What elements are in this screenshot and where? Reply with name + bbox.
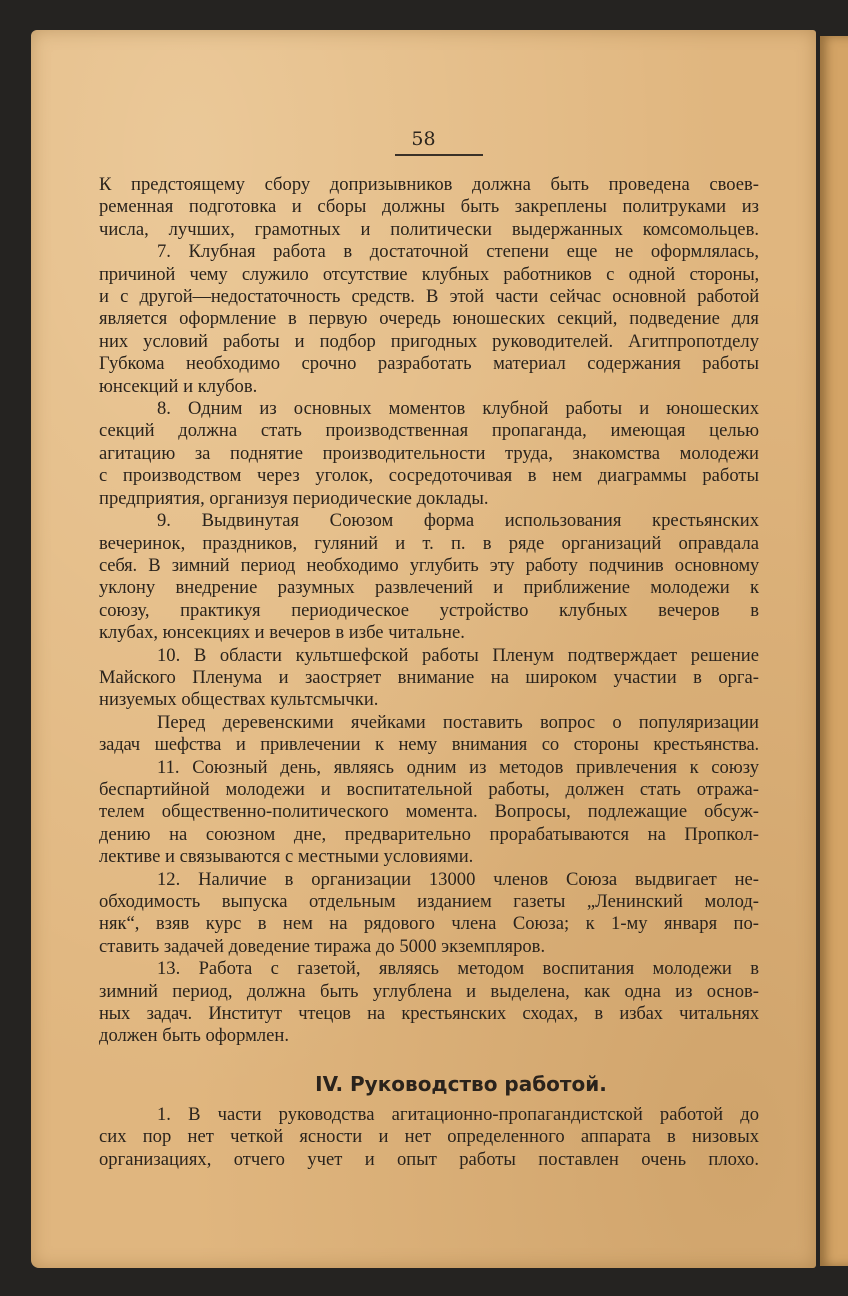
paragraph-10-start: 10. В области культшефской работы Пленум подтверждает решение xyxy=(157,644,759,666)
text-line: союзу, практикуя периодическое устройство клубных вечеров в xyxy=(99,599,759,621)
body-text xyxy=(99,174,759,1171)
page-number-rule xyxy=(395,154,483,156)
text-line: К предстоящему сбору допризывников должна быть проведена своев- xyxy=(99,174,759,195)
text-line: задач шефства и привлечении к нему внимания со стороны крестьянства. xyxy=(99,734,759,756)
text-line: вечеринок, праздников, гуляний и т. п. в ряде организаций оправдала xyxy=(99,532,759,554)
text-line: дению на союзном дне, предварительно прорабатываются на Пропкол- xyxy=(99,823,759,845)
paragraph-8-start: 8. Одним из основных моментов клубной работы и юношеских xyxy=(157,398,759,420)
text-line: сих пор нет четкой ясности и нет определенного аппарата в низовых xyxy=(99,1126,759,1148)
text-line: низуемых обществах культсмычки. xyxy=(99,689,379,711)
paragraph-13-start: 13. Работа с газетой, являясь методом воспитания молодежи в xyxy=(157,958,759,980)
text-line: должен быть оформлен. xyxy=(99,1025,290,1047)
paragraph-11-start: 11. Союзный день, являясь одним из методов привлечения к союзу xyxy=(157,756,759,778)
text-line: обходимость выпуска отдельным изданием газеты „Ленинский молод- xyxy=(99,891,759,912)
section-paragraph-1-start: 1. В части руководства агитационно-пропагандистской работой до xyxy=(157,1103,759,1125)
text-line: Губкома необходимо срочно разработать материал содержания работы xyxy=(99,353,759,375)
book-page xyxy=(31,30,816,1268)
text-line: с производством через уголок, сосредоточивая в нем диаграммы работы xyxy=(99,465,759,487)
text-line: причиной чему служило отсутствие клубных работников с одной стороны, xyxy=(99,263,759,285)
paragraph-7-start: 7. Клубная работа в достаточной степени еще не оформлялась, xyxy=(157,241,759,263)
text-line: уклону внедрение разумных развлечений и приближение молодежи к xyxy=(99,577,759,599)
section-heading: IV. Руководство работой. xyxy=(315,1071,607,1096)
text-line: числа, лучших, грамотных и политически выдержанных комсомольцев. xyxy=(99,218,759,240)
text-line: лективе и связываются с местными условиями. xyxy=(99,846,474,868)
section-spacer xyxy=(99,1048,759,1064)
text-line: юнсекций и клубов. xyxy=(99,375,258,397)
text-line: няк“, взяв курс в нем на рядового члена Союза; к 1-му января по- xyxy=(99,913,759,935)
text-line: клубах, юнсекциях и вечеров в избе читальне. xyxy=(99,622,465,644)
text-line: ременная подготовка и сборы должны быть закреплены политруками из xyxy=(99,196,759,218)
text-line: Майского Пленума и заостряет внимание на широком участии в орга- xyxy=(99,666,759,688)
text-line: предприятия, организуя периодические доклады. xyxy=(99,487,489,509)
next-page-edge xyxy=(820,36,848,1266)
text-line: телем общественно-политического момента. Вопросы, подлежащие обсуж- xyxy=(99,801,759,823)
text-line: является оформление в первую очередь юношеских секций, подведение для xyxy=(99,308,759,330)
page-number: 58 xyxy=(411,128,436,150)
paragraph-12-start: 12. Наличие в организации 13000 членов Союза выдвигает не- xyxy=(157,868,759,890)
text-line: агитацию за поднятие производительности труда, знакомства молодежи xyxy=(99,442,759,464)
text-line: ставить задачей доведение тиража до 5000 экземпляров. xyxy=(99,935,546,957)
paragraph-9-start: 9. Выдвинутая Союзом форма использования крестьянских xyxy=(157,510,759,532)
text-line: и с другой—недостаточность средств. В этой части сейчас основной работой xyxy=(99,286,759,308)
text-line: зимний период, должна быть углублена и выделена, как одна из основ- xyxy=(99,980,759,1002)
text-line: секций должна стать производственная пропаганда, имеющая целью xyxy=(99,420,759,442)
paragraph-shefstvo-start: Перед деревенскими ячейками поставить вопрос о популяризации xyxy=(157,711,759,733)
text-line: организациях, отчего учет и опыт работы поставлен очень плохо. xyxy=(99,1148,759,1170)
text-line: ных задач. Институт чтецов на крестьянских сходах, в избах читальнях xyxy=(99,1003,759,1025)
text-line: них условий работы и подбор пригодных руководителей. Агитпропотделу xyxy=(99,330,759,352)
text-line: себя. В зимний период необходимо углубить эту работу подчинив основному xyxy=(99,554,759,576)
text-line: беспартийной молодежи и воспитательной работы, должен стать отража- xyxy=(99,778,759,800)
